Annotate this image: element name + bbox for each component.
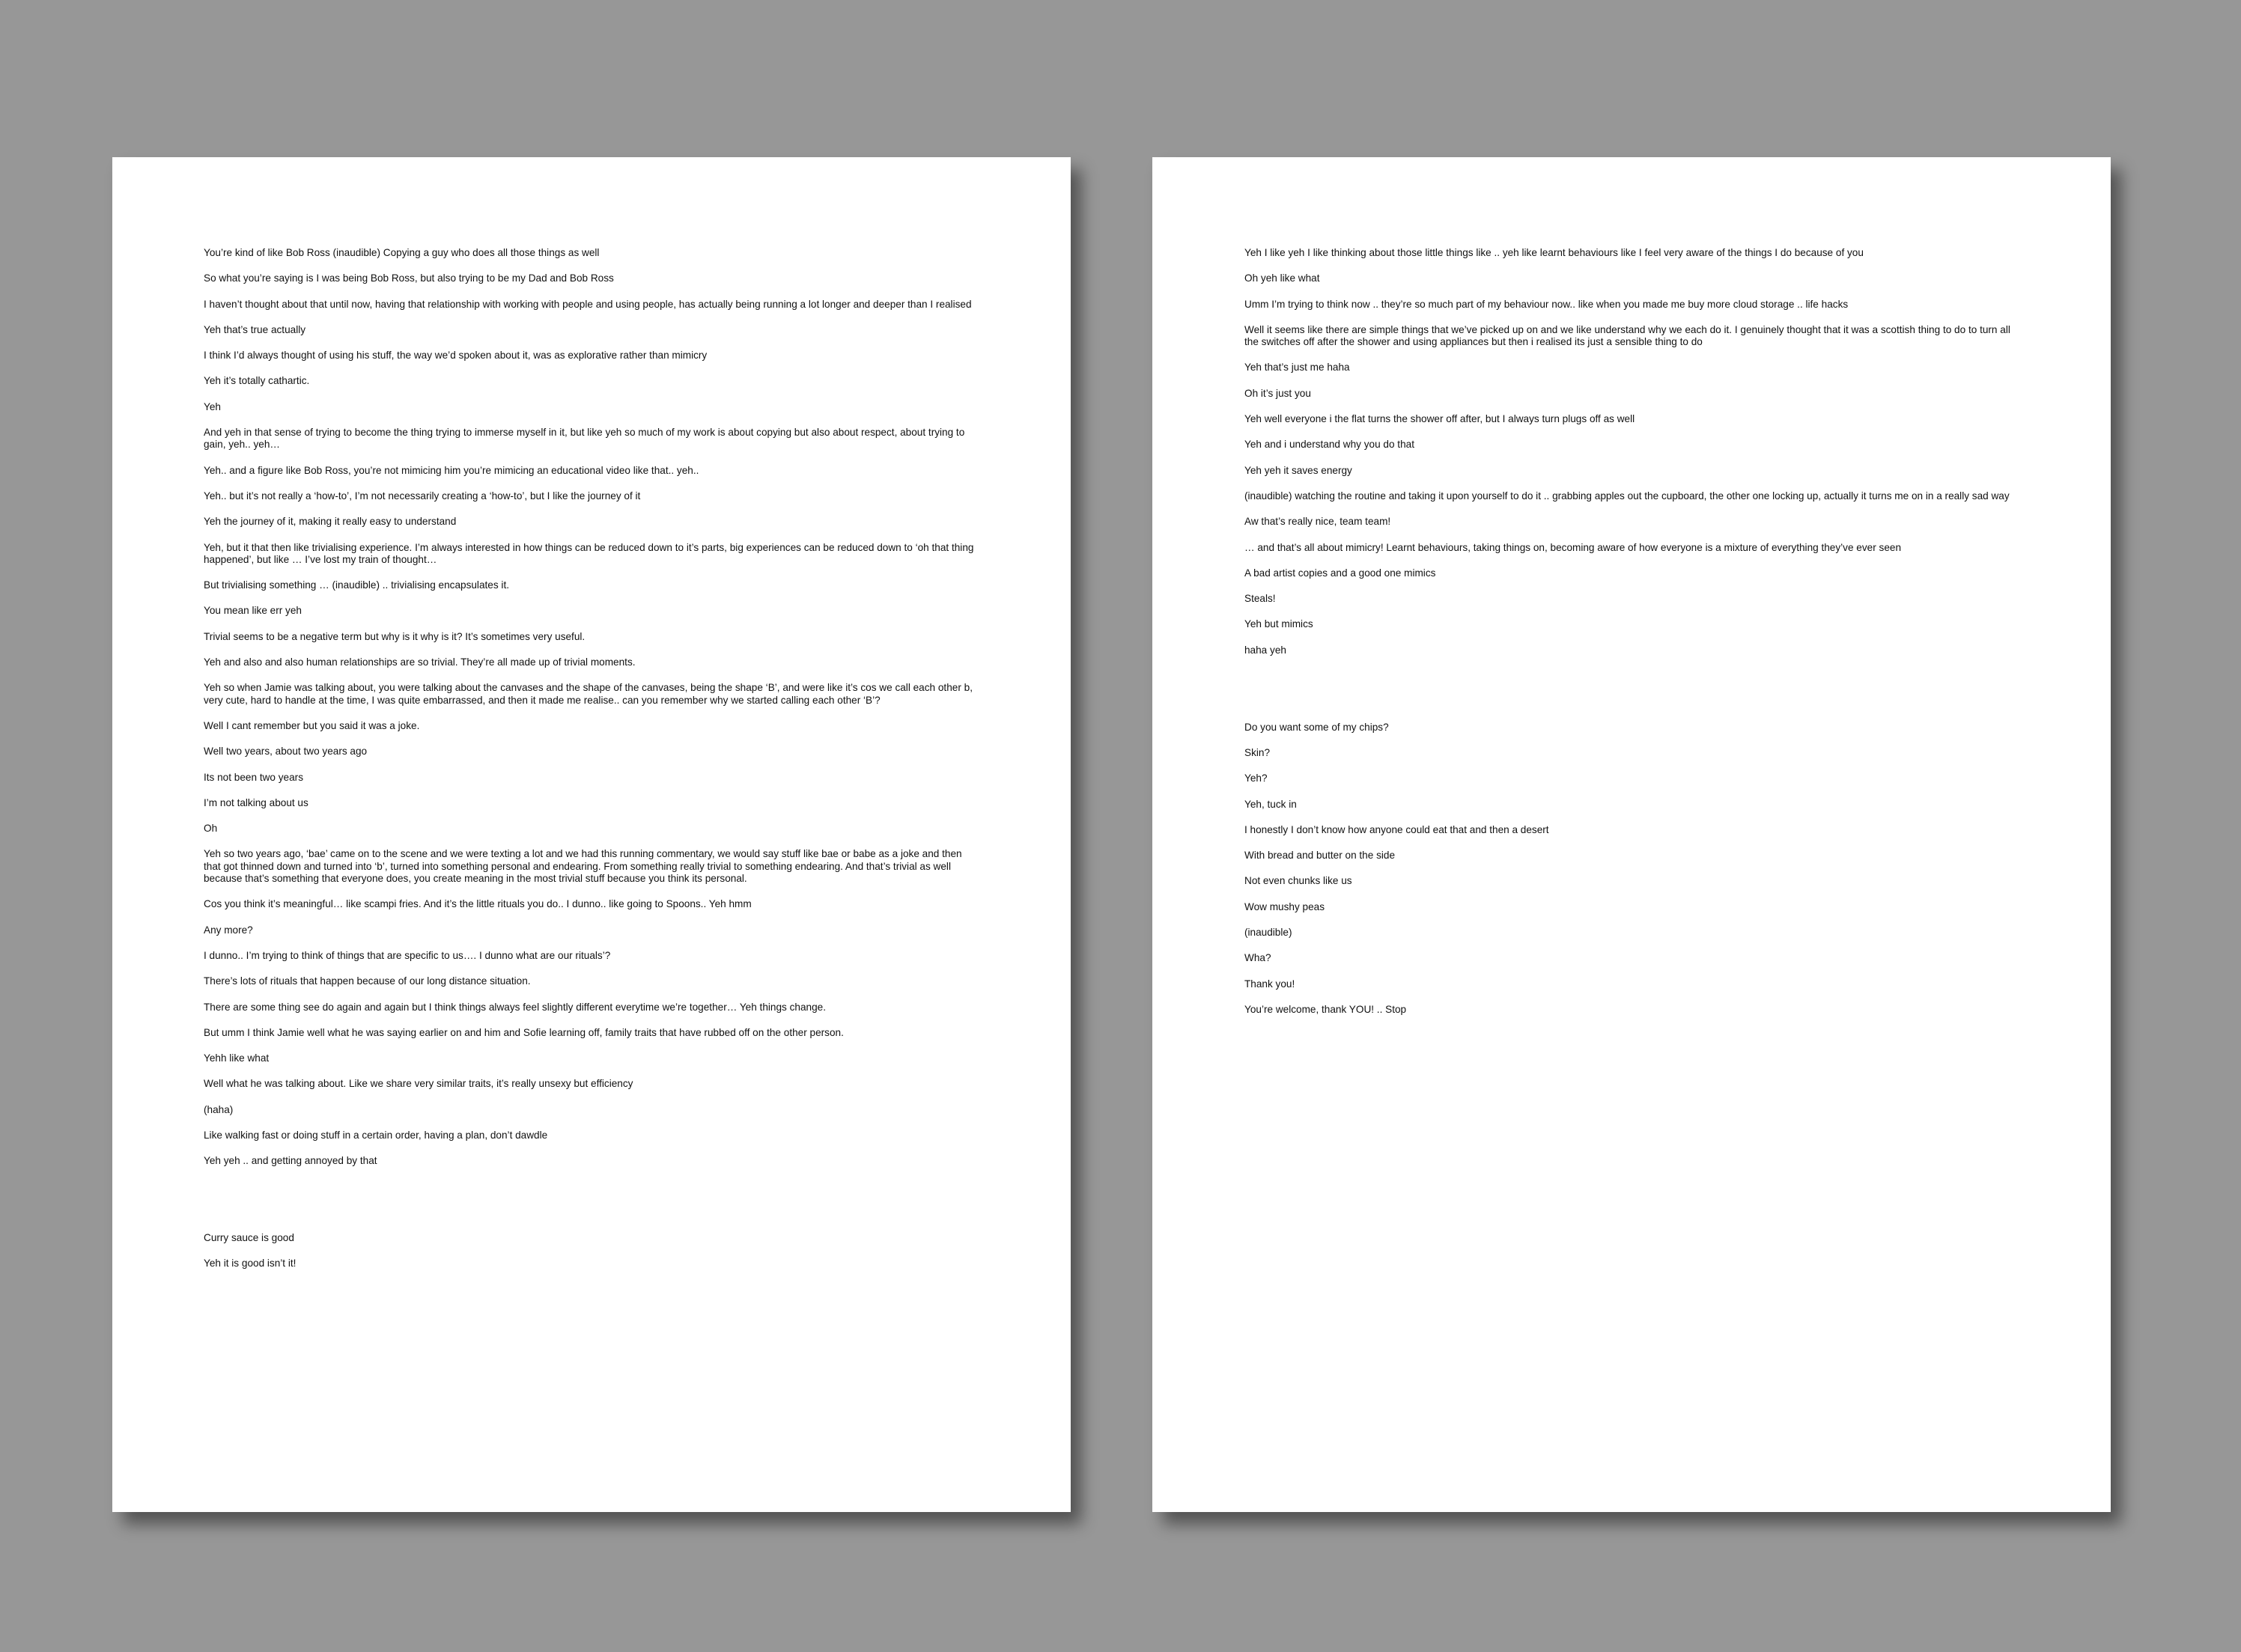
transcript-line: You’re kind of like Bob Ross (inaudible) Copying a guy who does all those things as well	[204, 247, 600, 258]
transcript-line: (haha)	[204, 1103, 234, 1115]
document-page-2	[1152, 157, 2111, 1512]
transcript-line: A bad artist copies and a good one mimics	[1244, 567, 1436, 579]
transcript-line: Yeh.. and a figure like Bob Ross, you’re not mimicing him you’re mimicing an educational video like that.. yeh..	[204, 464, 699, 476]
transcript-line: Like walking fast or doing stuff in a certain order, having a plan, don’t dawdle	[204, 1129, 548, 1141]
transcript-line: Well two years, about two years ago	[204, 746, 368, 758]
transcript-line: Yeh but mimics	[1244, 618, 1313, 630]
transcript-line: (inaudible)	[1244, 927, 1292, 939]
transcript-line: haha yeh	[1244, 644, 1286, 656]
transcript-line: Not even chunks like us	[1244, 875, 1352, 887]
transcript-line: Skin?	[1244, 746, 1271, 758]
transcript-line: Well it seems like there are simple things that we’ve picked up on and we like understand why we each do it. I genuinely thought that it was a scottish thing to do to turn all the switches off after the shower and using appliances but then i realised its just a sensible thing to do	[1244, 323, 2010, 348]
transcript-line: There are some thing see do again and again but I think things always feel slightly different everytime we’re together… Yeh things change.	[204, 1001, 826, 1013]
transcript-line: I haven’t thought about that until now, having that relationship with working with people and using people, has actually being running a lot longer and deeper than I realised	[204, 298, 972, 310]
transcript-line: Oh it’s just you	[1244, 387, 1311, 399]
transcript-line: Wha?	[1244, 952, 1271, 964]
blank-line	[204, 1181, 981, 1193]
transcript-line: You’re welcome, thank YOU! .. Stop	[1244, 1003, 1407, 1015]
transcript-line: Its not been two years	[204, 771, 303, 783]
transcript-line: There’s lots of rituals that happen because of our long distance situation.	[204, 975, 531, 987]
transcript-line: Any more?	[204, 924, 253, 936]
transcript-line: Yeh well everyone i the flat turns the shower off after, but I always turn plugs off as well	[1244, 413, 1635, 425]
blank-line	[204, 1207, 981, 1219]
transcript-line: So what you’re saying is I was being Bob Ross, but also trying to be my Dad and Bob Ross	[204, 272, 614, 284]
transcript-line: But umm I think Jamie well what he was saying earlier on and him and Sofie learning off, family traits that have rubbed off on the other person.	[204, 1026, 844, 1038]
transcript-line: Yeh yeh it saves energy	[1244, 464, 1352, 476]
transcript-line: Well I cant remember but you said it was a joke.	[204, 719, 420, 731]
transcript-line: But trivialising something … (inaudible) .. trivialising encapsulates it.	[204, 579, 509, 591]
transcript-line: Well what he was talking about. Like we share very similar traits, it’s really unsexy but efficiency	[204, 1078, 633, 1090]
transcript-line: Yeh I like yeh I like thinking about those little things like .. yeh like learnt behaviours like I feel very aware of the things I do because of you	[1244, 247, 1864, 258]
transcript-line: Trivial seems to be a negative term but why is it why is it? It’s sometimes very useful.	[204, 630, 586, 642]
transcript-line: Yeh so when Jamie was talking about, you were talking about the canvases and the shape of the canvases, being the shape ‘B’, and were like it’s cos we call each other b, very cute, hard to handle at the time, I was quite embarrassed, and then it made me realise.. can you remember why we started calling each other ‘B’?	[204, 682, 973, 706]
transcript-line: Steals!	[1244, 593, 1276, 605]
transcript-line: Yeh.. but it’s not really a ‘how-to’, I’m not necessarily creating a ‘how-to’, but I like the journey of it	[204, 490, 641, 502]
blank-line	[1244, 695, 2027, 707]
transcript-line: Yeh yeh .. and getting annoyed by that	[204, 1155, 377, 1167]
transcript-line: Thank you!	[1244, 978, 1295, 990]
transcript-line: Yeh so two years ago, ‘bae’ came on to the scene and we were texting a lot and we had this running commentary, we would say stuff like bae or babe as a joke and then that got thinned down and turned into ‘b’, turned into something personal and endearing. From something really trivial to something endearing. And that’s trivial as well because that’s something that everyone does, you create meaning in the most trivial stuff because you think its personal.	[204, 848, 962, 885]
transcript-line: Yeh that’s just me haha	[1244, 362, 1350, 374]
transcript-line: You mean like err yeh	[204, 605, 302, 617]
transcript-line: Yeh, tuck in	[1244, 798, 1297, 810]
transcript-line: Do you want some of my chips?	[1244, 721, 1389, 733]
transcript-line: I think I’d always thought of using his stuff, the way we’d spoken about it, was as explorative rather than mimicry	[204, 350, 708, 362]
transcript-line: I dunno.. I’m trying to think of things that are specific to us…. I dunno what are our rituals’?	[204, 949, 611, 961]
transcript-line: I honestly I don’t know how anyone could eat that and then a desert	[1244, 823, 1549, 835]
transcript-line: Yeh the journey of it, making it really easy to understand	[204, 516, 457, 528]
transcript-line: Curry sauce is good	[204, 1232, 294, 1244]
transcript-line: Oh yeh like what	[1244, 272, 1320, 284]
transcript-line: Wow mushy peas	[1244, 900, 1325, 912]
blank-line	[1244, 670, 2027, 682]
transcript-line: Yehh like what	[204, 1052, 270, 1064]
transcript-line: And yeh in that sense of trying to become the thing trying to immerse myself in it, but like yeh so much of my work is about copying but also about respect, about trying to gain, yeh.. yeh…	[204, 427, 965, 451]
transcript-line: Yeh it is good isn’t it!	[204, 1258, 297, 1270]
transcript-line: Yeh it’s totally cathartic.	[204, 375, 310, 387]
transcript-line: With bread and butter on the side	[1244, 850, 1396, 862]
document-page-1	[112, 157, 1071, 1512]
transcript-line: Cos you think it’s meaningful… like scampi fries. And it’s the little rituals you do.. I dunno.. like going to Spoons.. Yeh hmm	[204, 898, 752, 910]
transcript-line: Aw that’s really nice, team team!	[1244, 516, 1391, 528]
transcript-line: Oh	[204, 823, 218, 835]
transcript-line: Yeh, but it that then like trivialising experience. I’m always interested in how things can be reduced down to it’s parts, big experiences can be reduced down to ‘oh that thing happened’, but like … I’ve lost my train of thought…	[204, 541, 974, 565]
transcript-line: Yeh?	[1244, 772, 1268, 784]
transcript-line: (inaudible) watching the routine and taking it upon yourself to do it .. grabbing apples out the cupboard, the other one locking up, actually it turns me on in a really sad way	[1244, 490, 2010, 502]
transcript-line: Yeh and also and also human relationships are so trivial. They’re all made up of trivial moments.	[204, 656, 636, 668]
transcript-line: Yeh that’s true actually	[204, 323, 306, 335]
transcript-line: Yeh and i understand why you do that	[1244, 439, 1414, 451]
transcript-line: Umm I’m trying to think now .. they’re so much part of my behaviour now.. like when you made me buy more cloud storage .. life hacks	[1244, 298, 1849, 310]
transcript-line: I’m not talking about us	[204, 796, 308, 808]
transcript-line: Yeh	[204, 400, 221, 412]
transcript-line: … and that’s all about mimicry! Learnt behaviours, taking things on, becoming aware of how everyone is a mixture of everything they’ve ever seen	[1244, 541, 1902, 553]
